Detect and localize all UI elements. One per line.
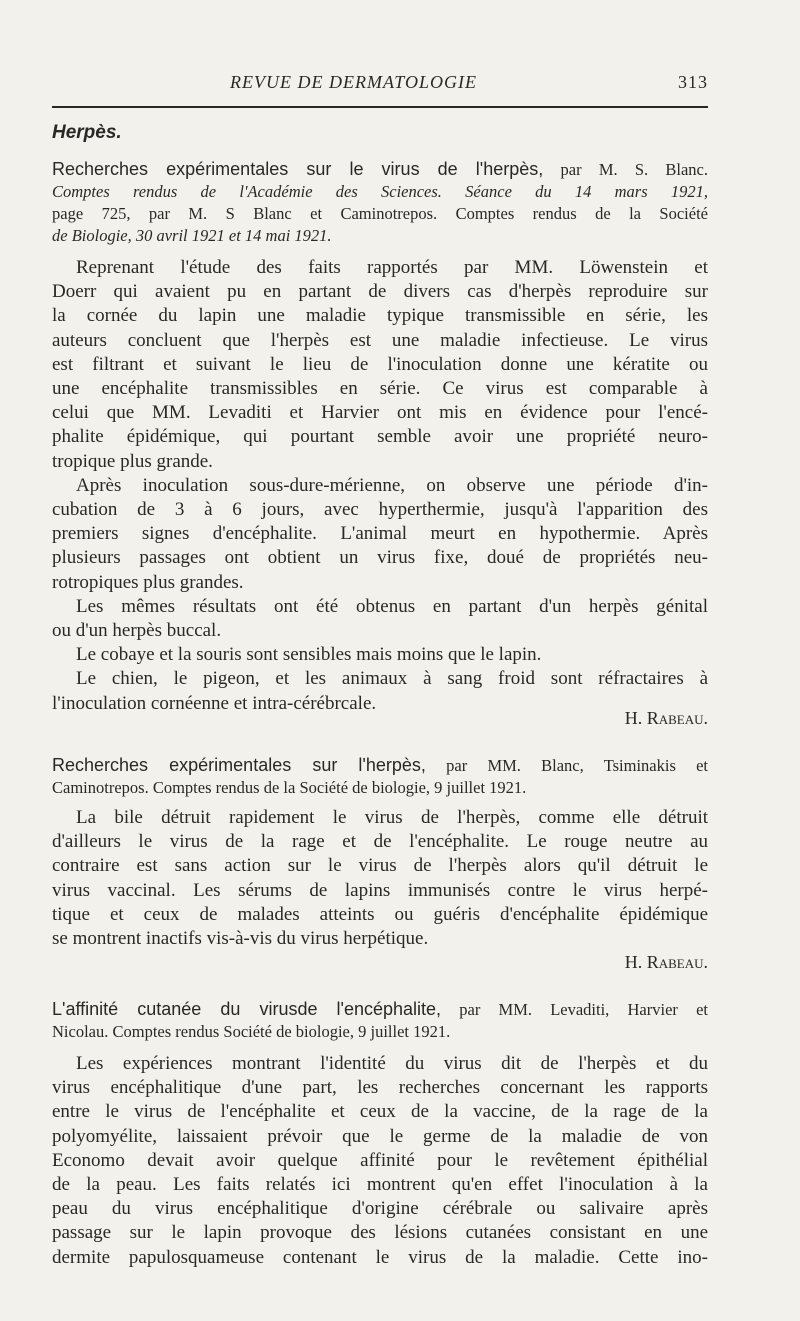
reference-line: Caminotrepos. Comptes rendus de la Société de biologie, 9 juillet 1921. (52, 778, 527, 797)
body-line: l'inoculation cornéenne et intra-cérébrcale. (52, 692, 377, 714)
body-line: plusieurs passages ont obtient un virus fixe, doué de propriétés neu- (52, 547, 708, 569)
body-line: une encéphalite transmissibles en série. Ce virus est comparable à (52, 378, 708, 400)
reference-line: Comptes rendus de l'Académie des Sciences. Séance du 14 mars 1921, (52, 182, 708, 201)
article-1-signature: H. Rabeau. (624, 708, 708, 728)
body-line: cubation de 3 à 6 jours, avec hyperthermie, jusqu'à l'apparition des (52, 499, 708, 521)
body-line: auteurs concluent que l'herpès est une maladie infectieuse. Le virus (52, 329, 708, 351)
running-title: REVUE DE DERMATOLOGIE (230, 72, 477, 92)
article-2-signature: H. Rabeau. (624, 952, 708, 972)
body-line: tropique plus grande. (52, 450, 213, 472)
body-line: Les expériences montrant l'identité du virus dit de l'herpès et du (76, 1053, 708, 1074)
body-line: premiers signes d'encéphalite. L'animal meurt en hypothermie. Après (52, 523, 708, 545)
body-line: Reprenant l'étude des faits rapportés par MM. Löwenstein et (76, 257, 708, 278)
body-line: tique et ceux de malades atteints ou guéris d'encéphalite épidémique (52, 903, 708, 925)
body-line: Le cobaye et la souris sont sensibles mais moins que le lapin. (76, 644, 542, 666)
article-2-title: Recherches expérimentales sur l'herpès, (52, 755, 426, 775)
reference-line: page 725, par M. S Blanc et Caminotrepos. Comptes rendus de la Société (52, 204, 708, 223)
article-1-body (52, 256, 708, 716)
reference-line: Recherches expérimentales sur l'herpès, par MM. Blanc, Tsiminakis et (52, 755, 709, 775)
body-line: peau du virus encéphalitique d'origine cérébrale ou salivaire après (52, 1198, 708, 1220)
body-line: la cornée du lapin une maladie typique transmissible en série, les (52, 305, 708, 327)
page-number: 313 (678, 72, 708, 92)
body-line: La bile détruit rapidement le virus de l'herpès, comme elle détruit (76, 807, 708, 828)
article-3-body (52, 1052, 708, 1270)
body-line: Economo devait avoir quelque affinité pour le revêtement épithélial (52, 1149, 708, 1171)
reference-line: Nicolau. Comptes rendus Société de biologie, 9 juillet 1921. (52, 1022, 451, 1041)
reference-line: de Biologie, 30 avril 1921 et 14 mai 1921. (52, 226, 332, 245)
body-line: entre le virus de l'encéphalite et ceux de la vaccine, de la rage de la (52, 1101, 708, 1123)
body-line: phalite épidémique, qui pourtant semble avoir une propriété neuro- (52, 426, 708, 448)
body-line: polyomyélite, laissaient prévoir que le germe de la maladie de von (52, 1125, 708, 1147)
body-line: virus encéphalitique d'une part, les recherches concernant les rapports (52, 1077, 708, 1099)
body-line: Le chien, le pigeon, et les animaux à sang froid sont réfractaires à (76, 668, 708, 690)
reference-line: Recherches expérimentales sur le virus de l'herpès, par M. S. Blanc. (52, 159, 708, 179)
article-1-title: Recherches expérimentales sur le virus de l'herpès, (52, 159, 544, 179)
body-line: contraire est sans action sur le virus de l'herpès alors qu'il détruit le (52, 855, 708, 877)
body-line: ou d'un herpès buccal. (52, 620, 222, 642)
body-line: se montrent inactifs vis-à-vis du virus herpétique. (52, 928, 429, 950)
body-line: passage sur le lapin provoque des lésions cutanées consistant en une (52, 1222, 708, 1244)
body-line: d'ailleurs le virus de la rage et de l'encéphalite. Le rouge neutre au (52, 831, 708, 853)
article-3-reference (52, 998, 708, 1043)
header-rule (52, 106, 708, 108)
article-2-body (52, 806, 708, 951)
article-1-reference (52, 158, 708, 247)
article-2-reference (52, 754, 708, 799)
body-line: Les mêmes résultats ont été obtenus en partant d'un herpès génital (76, 595, 708, 617)
body-line: Après inoculation sous-dure-mérienne, on observe une période d'in- (76, 474, 708, 496)
reference-line: L'affinité cutanée du virusde l'encéphalite, par MM. Levaditi, Harvier et (52, 999, 709, 1019)
body-line: dermite papulosquameuse contenant le virus de la maladie. Cette ino- (52, 1246, 708, 1268)
body-line: celui que MM. Levaditi et Harvier ont mis en évidence pour l'encé- (52, 402, 708, 424)
body-line: rotropiques plus grandes. (52, 571, 244, 593)
body-line: virus vaccinal. Les sérums de lapins immunisés contre le virus herpé- (52, 879, 708, 901)
article-3-title: L'affinité cutanée du virusde l'encéphalite, (52, 999, 442, 1019)
body-line: de la peau. Les faits relatés ici montrent qu'en effet l'inoculation à la (52, 1174, 708, 1196)
body-line: Doerr qui avaient pu en partant de divers cas d'herpès reproduire sur (52, 281, 708, 303)
body-line: est filtrant et suivant le lieu de l'inoculation donne une kératite ou (52, 353, 708, 375)
section-title: Herpès. (52, 122, 122, 143)
